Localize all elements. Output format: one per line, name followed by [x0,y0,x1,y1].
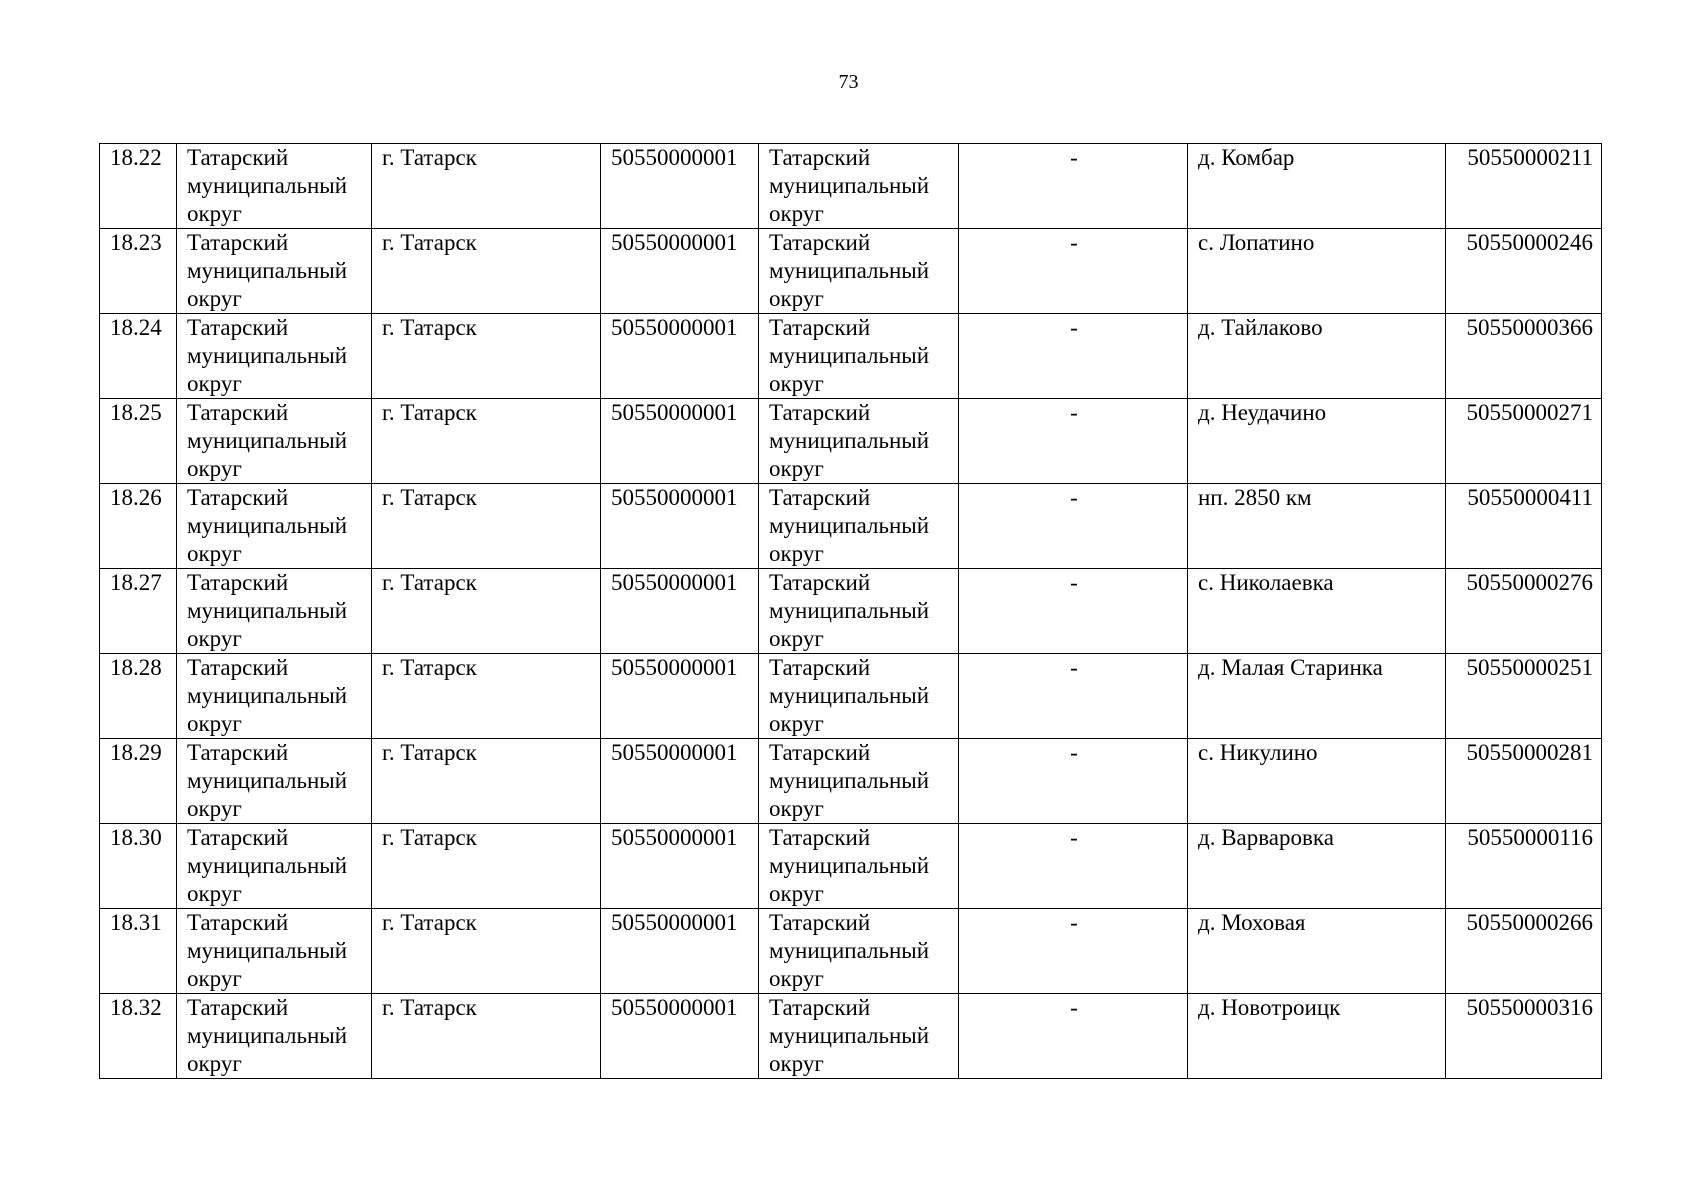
settlement-cell: д. Моховая [1188,909,1446,994]
settlement-code-cell: 50550000316 [1446,994,1602,1079]
settlement-code-cell: 50550000281 [1446,739,1602,824]
center-code-cell: 50550000001 [601,144,759,229]
center-cell: г. Татарск [372,484,601,569]
center-code-cell: 50550000001 [601,399,759,484]
center-cell: г. Татарск [372,569,601,654]
row-number: 18.32 [100,994,177,1079]
center-cell: г. Татарск [372,994,601,1079]
table-row [100,229,1602,314]
dash-cell: - [959,909,1188,994]
row-number: 18.27 [100,569,177,654]
municipality-cell: Татарский муниципальный округ [759,569,959,654]
settlement-cell: д. Тайлаково [1188,314,1446,399]
center-cell: г. Татарск [372,399,601,484]
district-cell: Татарский муниципальный округ [177,994,372,1079]
district-cell: Татарский муниципальный округ [177,824,372,909]
dash-cell: - [959,654,1188,739]
center-code-cell: 50550000001 [601,569,759,654]
center-cell: г. Татарск [372,739,601,824]
settlement-cell: д. Варваровка [1188,824,1446,909]
center-cell: г. Татарск [372,909,601,994]
municipality-cell: Татарский муниципальный округ [759,144,959,229]
row-number: 18.30 [100,824,177,909]
dash-cell: - [959,484,1188,569]
settlement-code-cell: 50550000211 [1446,144,1602,229]
settlement-cell: д. Комбар [1188,144,1446,229]
table-row [100,314,1602,399]
row-number: 18.23 [100,229,177,314]
district-cell: Татарский муниципальный округ [177,739,372,824]
district-cell: Татарский муниципальный округ [177,399,372,484]
settlements-table [99,143,1602,1079]
settlement-cell: с. Николаевка [1188,569,1446,654]
settlement-cell: нп. 2850 км [1188,484,1446,569]
district-cell: Татарский муниципальный округ [177,909,372,994]
municipality-cell: Татарский муниципальный округ [759,314,959,399]
settlement-code-cell: 50550000271 [1446,399,1602,484]
center-code-cell: 50550000001 [601,909,759,994]
dash-cell: - [959,314,1188,399]
center-code-cell: 50550000001 [601,654,759,739]
district-cell: Татарский муниципальный округ [177,654,372,739]
row-number: 18.29 [100,739,177,824]
settlement-cell: с. Лопатино [1188,229,1446,314]
dash-cell: - [959,824,1188,909]
center-cell: г. Татарск [372,144,601,229]
dash-cell: - [959,229,1188,314]
settlement-cell: д. Новотроицк [1188,994,1446,1079]
district-cell: Татарский муниципальный округ [177,569,372,654]
dash-cell: - [959,399,1188,484]
settlement-cell: д. Неудачино [1188,399,1446,484]
table-row [100,994,1602,1079]
municipality-cell: Татарский муниципальный округ [759,399,959,484]
municipality-cell: Татарский муниципальный округ [759,739,959,824]
center-code-cell: 50550000001 [601,314,759,399]
dash-cell: - [959,569,1188,654]
center-cell: г. Татарск [372,229,601,314]
district-cell: Татарский муниципальный округ [177,229,372,314]
table-row [100,484,1602,569]
row-number: 18.28 [100,654,177,739]
municipality-cell: Татарский муниципальный округ [759,824,959,909]
table-row [100,739,1602,824]
municipality-cell: Татарский муниципальный округ [759,909,959,994]
settlement-code-cell: 50550000276 [1446,569,1602,654]
table-row [100,654,1602,739]
municipality-cell: Татарский муниципальный округ [759,484,959,569]
settlement-code-cell: 50550000251 [1446,654,1602,739]
table-row [100,399,1602,484]
center-code-cell: 50550000001 [601,739,759,824]
dash-cell: - [959,144,1188,229]
settlement-code-cell: 50550000266 [1446,909,1602,994]
municipality-cell: Татарский муниципальный округ [759,654,959,739]
center-code-cell: 50550000001 [601,229,759,314]
dash-cell: - [959,739,1188,824]
municipality-cell: Татарский муниципальный округ [759,994,959,1079]
row-number: 18.31 [100,909,177,994]
settlement-cell: д. Малая Старинка [1188,654,1446,739]
table-row [100,144,1602,229]
center-cell: г. Татарск [372,824,601,909]
row-number: 18.25 [100,399,177,484]
dash-cell: - [959,994,1188,1079]
table-row [100,909,1602,994]
center-code-cell: 50550000001 [601,484,759,569]
settlement-code-cell: 50550000366 [1446,314,1602,399]
center-code-cell: 50550000001 [601,824,759,909]
table-row [100,569,1602,654]
settlement-cell: с. Никулино [1188,739,1446,824]
settlement-code-cell: 50550000411 [1446,484,1602,569]
settlement-code-cell: 50550000246 [1446,229,1602,314]
page-number: 73 [838,71,859,93]
center-code-cell: 50550000001 [601,994,759,1079]
municipality-cell: Татарский муниципальный округ [759,229,959,314]
table-row [100,824,1602,909]
settlement-code-cell: 50550000116 [1446,824,1602,909]
row-number: 18.24 [100,314,177,399]
district-cell: Татарский муниципальный округ [177,144,372,229]
district-cell: Татарский муниципальный округ [177,314,372,399]
row-number: 18.26 [100,484,177,569]
row-number: 18.22 [100,144,177,229]
district-cell: Татарский муниципальный округ [177,484,372,569]
center-cell: г. Татарск [372,314,601,399]
center-cell: г. Татарск [372,654,601,739]
